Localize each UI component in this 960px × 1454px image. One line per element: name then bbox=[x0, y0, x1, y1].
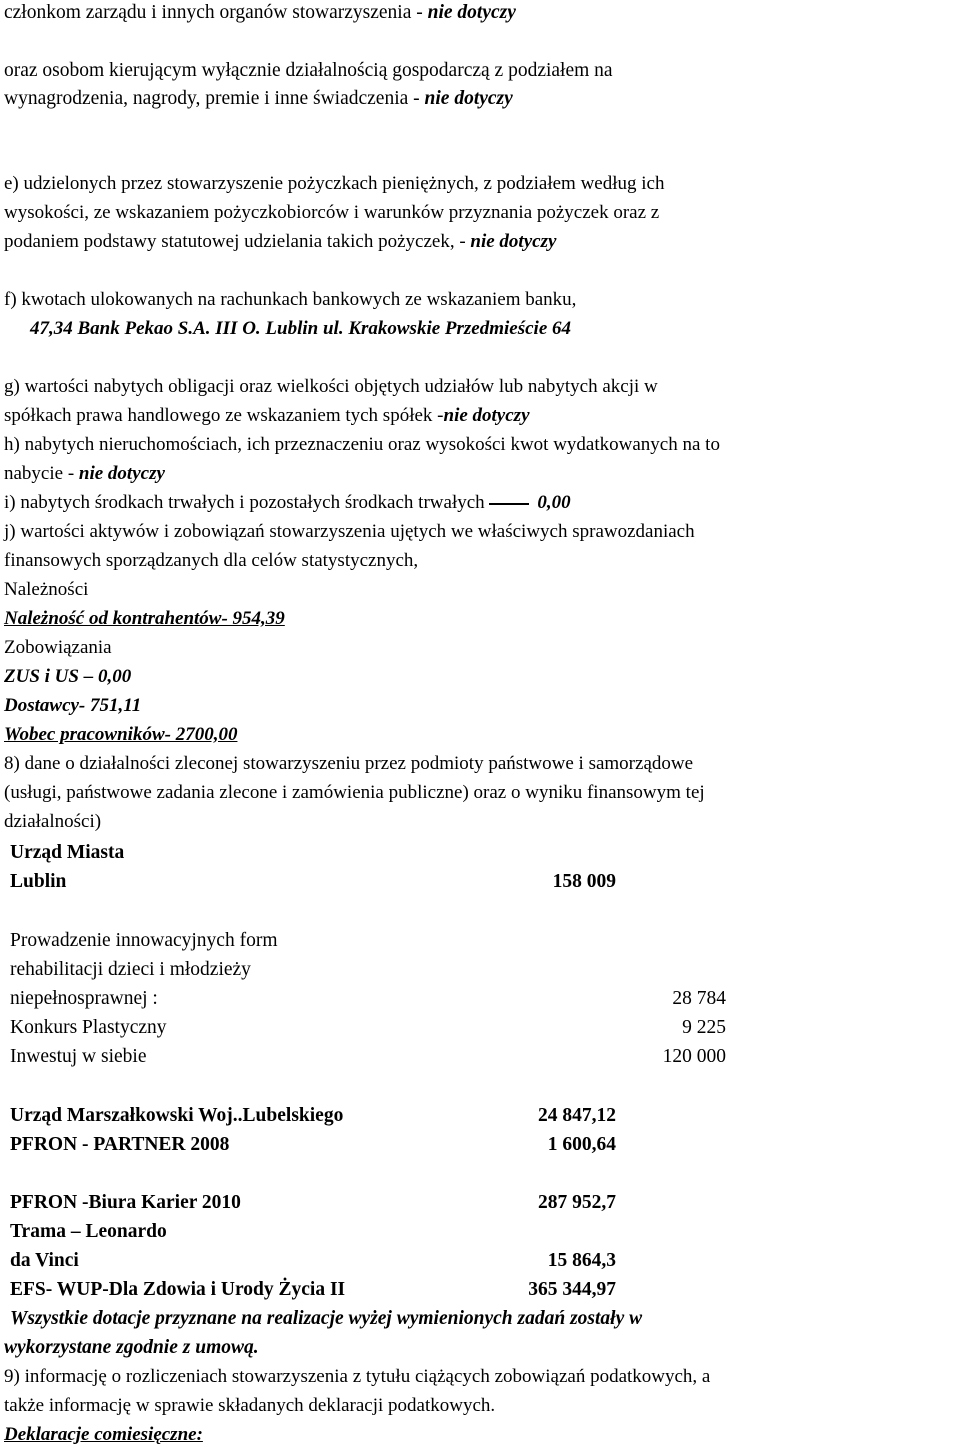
funder-name bbox=[10, 1190, 241, 1216]
liabilities-line bbox=[4, 693, 141, 719]
text-line bbox=[4, 403, 530, 429]
text: 120 000 bbox=[662, 1046, 726, 1067]
section-heading bbox=[4, 1422, 203, 1448]
text: e) udzielonych przez stowarzyszenie pożyczkach pieniężnych, z podziałem według ich bbox=[4, 173, 665, 194]
text: (usługi, państwowe zadania zlecone i zamówienia publiczne) oraz o wyniku finansowym tej bbox=[4, 782, 705, 803]
funder-name bbox=[10, 1103, 343, 1129]
amount bbox=[538, 1190, 616, 1216]
text: wynagrodzenia, nagrody, premie i inne świadczenia - bbox=[4, 88, 425, 109]
text: oraz osobom kierującym wyłącznie działalnością gospodarczą z podziałem na bbox=[4, 60, 613, 81]
text: 9 225 bbox=[682, 1017, 726, 1038]
text: Należności bbox=[4, 579, 89, 600]
funder-name bbox=[10, 1219, 167, 1245]
text-line bbox=[4, 1393, 495, 1419]
funder-name bbox=[10, 1248, 79, 1274]
text: EFS- WUP-Dla Zdowia i Urody Życia II bbox=[10, 1279, 346, 1300]
text: Konkurs Plastyczny bbox=[10, 1017, 167, 1038]
text: wykorzystane zgodnie z umową. bbox=[4, 1337, 259, 1358]
text: f) kwotach ulokowanych na rachunkach bankowych ze wskazaniem banku, bbox=[4, 289, 577, 310]
text-line bbox=[10, 957, 251, 983]
text: Wszystkie dotacje przyznane na realizacje wyżej wymienionych zadań zostały w bbox=[10, 1308, 643, 1329]
text: 8) dane o działalności zleconej stowarzyszeniu przez podmioty państwowe i samorządowe bbox=[4, 753, 694, 774]
text: ZUS i US – 0,00 bbox=[4, 666, 132, 687]
funder-name bbox=[10, 840, 124, 866]
text: 24 847,12 bbox=[538, 1105, 616, 1126]
receivables-line bbox=[4, 606, 285, 632]
text: 28 784 bbox=[672, 988, 726, 1009]
bank-account-line bbox=[30, 316, 571, 342]
not-applicable-label: nie dotyczy bbox=[78, 463, 165, 484]
text: nabycie - bbox=[4, 463, 79, 484]
text: wysokości, ze wskazaniem pożyczkobiorców i warunków przyznania pożyczek oraz z bbox=[4, 202, 660, 223]
text-line bbox=[4, 58, 613, 84]
text: rehabilitacji dzieci i młodzieży bbox=[10, 959, 251, 980]
text: Należność od kontrahentów- 954,39 bbox=[4, 608, 285, 629]
text: 15 864,3 bbox=[547, 1250, 616, 1271]
not-applicable-label: nie dotyczy bbox=[424, 88, 513, 109]
funder-name bbox=[10, 1132, 229, 1158]
value: 0,00 bbox=[537, 492, 571, 513]
text-line bbox=[10, 986, 158, 1012]
amount bbox=[663, 1044, 726, 1070]
text-line bbox=[4, 809, 101, 835]
text-line bbox=[4, 548, 418, 574]
funder-name bbox=[10, 869, 66, 895]
text-line bbox=[4, 519, 695, 545]
amount bbox=[528, 1277, 616, 1303]
text-line bbox=[4, 635, 112, 661]
text: 47,34 Bank Pekao S.A. III O. Lublin ul. Krakowskie Przedmieście 64 bbox=[30, 318, 572, 339]
text-line bbox=[4, 490, 571, 516]
text: Deklaracje comiesięczne: bbox=[4, 1424, 203, 1445]
dash-line bbox=[489, 503, 529, 505]
text: 9) informację o rozliczeniach stowarzyszenia z tytułu ciążących zobowiązań podatkowych, a bbox=[4, 1366, 711, 1387]
text: Inwestuj w siebie bbox=[10, 1046, 147, 1067]
amount bbox=[553, 869, 616, 895]
text: Zobowiązania bbox=[4, 637, 112, 658]
text: h) nabytych nieruchomościach, ich przeznaczeniu oraz wysokości kwot wydatkowanych na to bbox=[4, 434, 720, 455]
text-line bbox=[4, 86, 513, 112]
text-line bbox=[10, 1044, 146, 1070]
liabilities-line bbox=[4, 664, 131, 690]
text: da Vinci bbox=[10, 1250, 79, 1271]
text-line bbox=[4, 0, 516, 26]
text: Wobec pracowników- 2700,00 bbox=[4, 724, 238, 745]
funder-name bbox=[10, 1277, 345, 1303]
text: i) nabytych środkach trwałych i pozostałych środkach trwałych bbox=[4, 492, 490, 513]
text-line bbox=[4, 287, 576, 313]
text: działalności) bbox=[4, 811, 102, 832]
amount bbox=[548, 1132, 616, 1158]
text: Urząd Marszałkowski Woj..Lubelskiego bbox=[10, 1105, 344, 1126]
liabilities-line bbox=[4, 722, 237, 748]
text: Dostawcy- 751,11 bbox=[4, 695, 142, 716]
text-line bbox=[10, 1015, 167, 1041]
text: finansowych sporządzanych dla celów statystycznych, bbox=[4, 550, 419, 571]
text: 1 600,64 bbox=[547, 1134, 616, 1155]
not-applicable-label: nie dotyczy bbox=[470, 231, 557, 252]
text-line bbox=[4, 1335, 259, 1361]
amount bbox=[538, 1103, 616, 1129]
text: Prowadzenie innowacyjnych form bbox=[10, 930, 278, 951]
text: niepełnosprawnej : bbox=[10, 988, 158, 1009]
text: Trama – Leonardo bbox=[10, 1221, 167, 1242]
not-applicable-label: nie dotyczy bbox=[427, 2, 516, 23]
text: spółkach prawa handlowego ze wskazaniem tych spółek - bbox=[4, 405, 444, 426]
text: PFRON - PARTNER 2008 bbox=[10, 1134, 230, 1155]
text-line bbox=[4, 577, 88, 603]
text-line bbox=[4, 171, 664, 197]
text: także informację w sprawie składanych deklaracji podatkowych. bbox=[4, 1395, 496, 1416]
text-line bbox=[4, 751, 693, 777]
amount bbox=[548, 1248, 616, 1274]
text: g) wartości nabytych obligacji oraz wielkości objętych udziałów lub nabytych akcji w bbox=[4, 376, 658, 397]
text-line bbox=[4, 461, 165, 487]
text-line bbox=[10, 928, 278, 954]
text-line bbox=[4, 432, 720, 458]
text-line bbox=[4, 229, 556, 255]
text-line bbox=[4, 374, 658, 400]
not-applicable-label: nie dotyczy bbox=[443, 405, 530, 426]
amount bbox=[682, 1015, 726, 1041]
text: Urząd Miasta bbox=[10, 842, 125, 863]
text: 365 344,97 bbox=[528, 1279, 616, 1300]
text-line bbox=[4, 200, 659, 226]
text: 287 952,7 bbox=[538, 1192, 616, 1213]
text: podaniem podstawy statutowej udzielania takich pożyczek, - bbox=[4, 231, 471, 252]
text-line bbox=[10, 1306, 642, 1332]
text: Lublin bbox=[10, 871, 67, 892]
amount bbox=[672, 986, 726, 1012]
text: PFRON -Biura Karier 2010 bbox=[10, 1192, 241, 1213]
text-line bbox=[4, 1364, 710, 1390]
text: członkom zarządu i innych organów stowarzyszenia - bbox=[4, 2, 428, 23]
text: 158 009 bbox=[552, 871, 616, 892]
text: j) wartości aktywów i zobowiązań stowarzyszenia ujętych we właściwych sprawozdaniach bbox=[4, 521, 695, 542]
text-line bbox=[4, 780, 705, 806]
